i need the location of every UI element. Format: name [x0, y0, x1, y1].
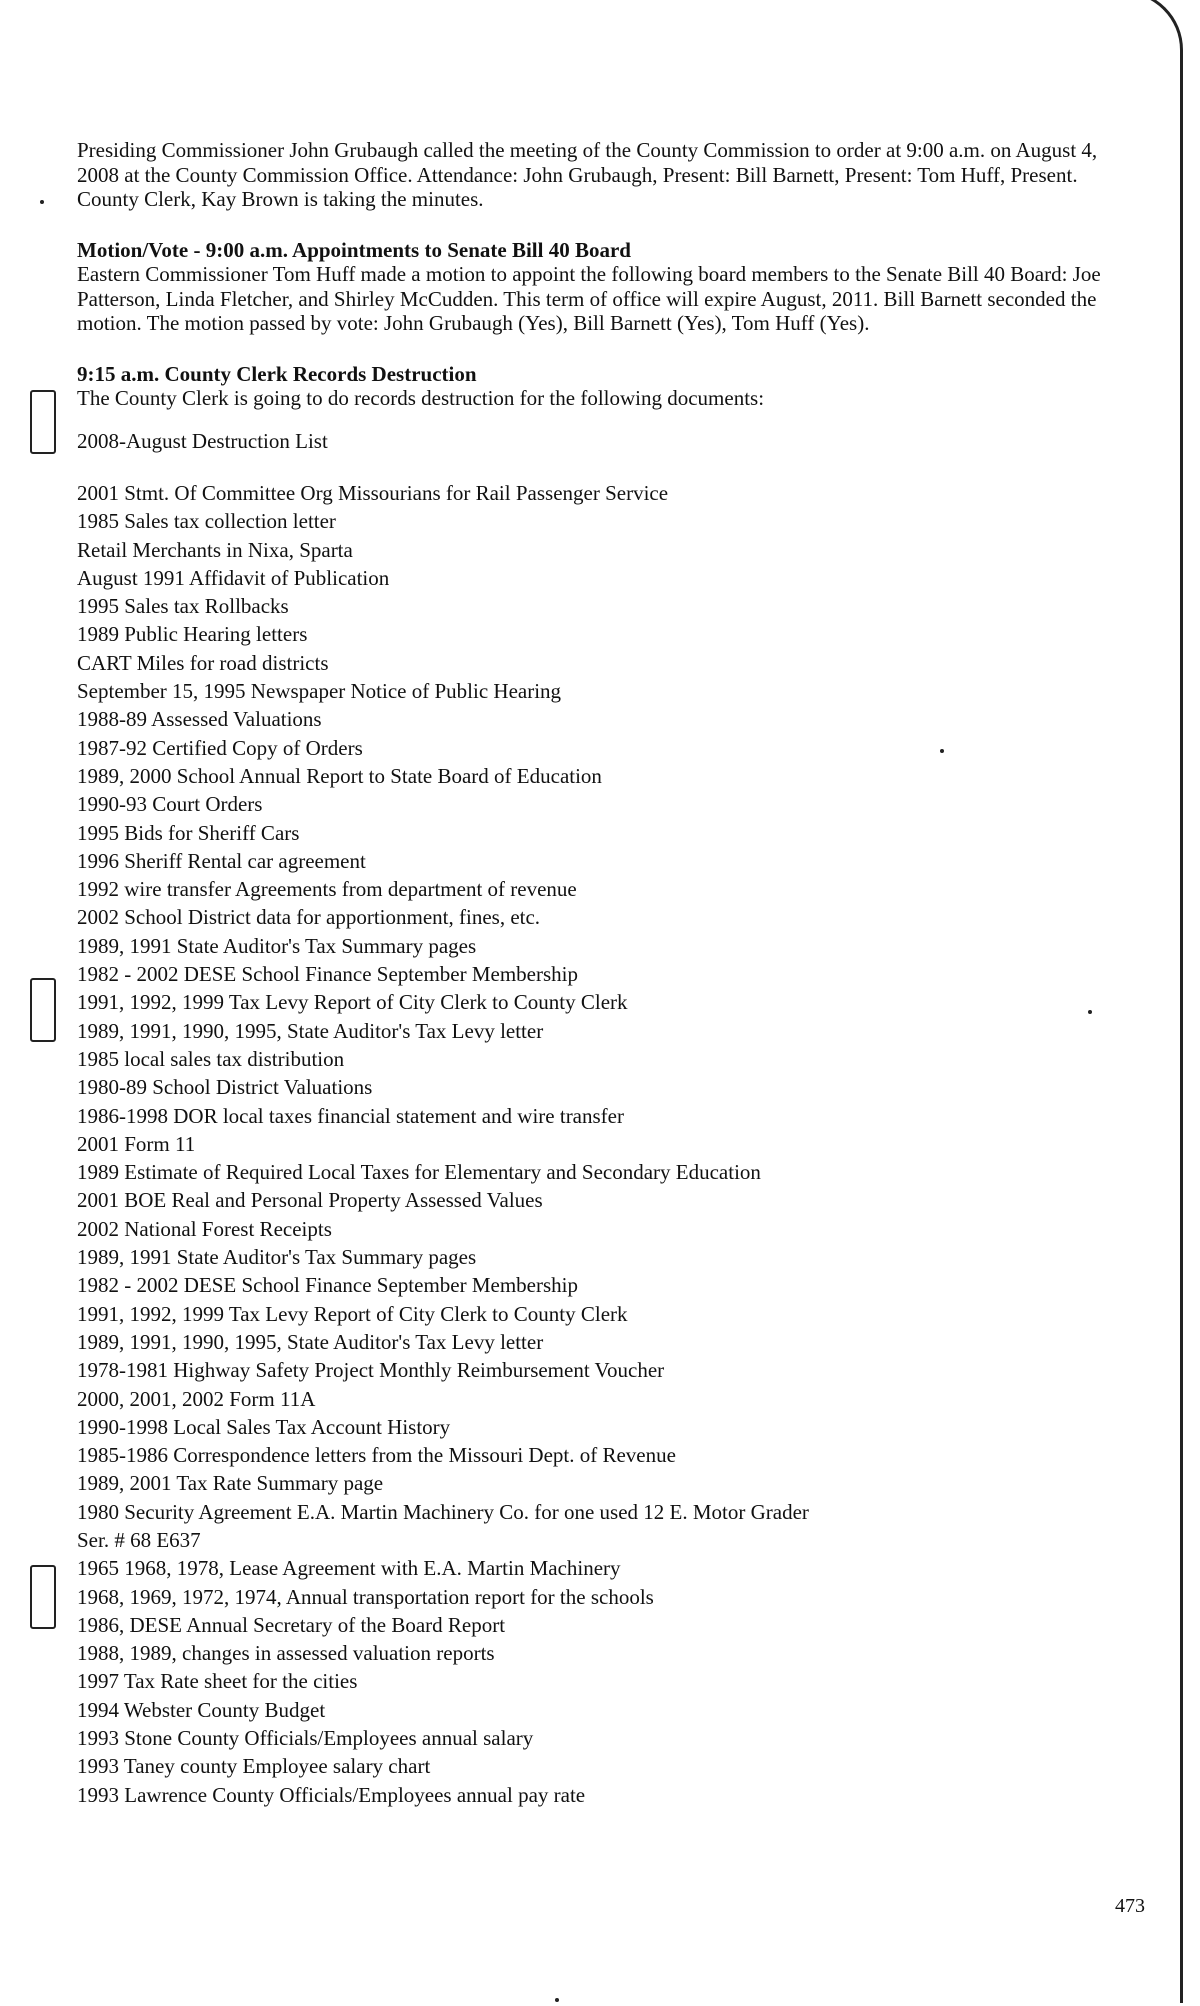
list-item: 1993 Stone County Officials/Employees annual salary — [77, 1726, 534, 1751]
list-item: 2002 National Forest Receipts — [77, 1216, 332, 1241]
page-number: 473 — [1115, 1895, 1145, 1917]
list-item: 1985 Sales tax collection letter — [77, 509, 336, 534]
list-item: 2002 School District data for apportionment, fines, etc. — [77, 905, 541, 930]
scan-speck — [555, 1998, 559, 2002]
list-item: 1990-93 Court Orders — [77, 792, 263, 817]
list-item: CART Miles for road districts — [77, 650, 329, 675]
list-item: 1993 Lawrence County Officials/Employees annual pay rate — [77, 1782, 586, 1807]
list-item: 1992 wire transfer Agreements from department of revenue — [77, 877, 577, 902]
list-item: 1985-1986 Correspondence letters from the Missouri Dept. of Revenue — [77, 1443, 676, 1468]
list-item: 1989, 2000 School Annual Report to State Board of Education — [77, 763, 602, 788]
minutes-content — [77, 138, 1117, 1809]
list-item: 1991, 1992, 1999 Tax Levy Report of City Clerk to County Clerk — [77, 990, 628, 1015]
list-item: 1988-89 Assessed Valuations — [77, 707, 322, 732]
list-item: 1978-1981 Highway Safety Project Monthly Reimbursement Voucher — [77, 1358, 665, 1383]
list-item: 1989 Public Hearing letters — [77, 622, 308, 647]
list-item: 1994 Webster County Budget — [77, 1697, 326, 1722]
list-item: 1990-1998 Local Sales Tax Account History — [77, 1414, 451, 1439]
list-item: 1989, 2001 Tax Rate Summary page — [77, 1471, 384, 1496]
list-item: 1991, 1992, 1999 Tax Levy Report of City Clerk to County Clerk — [77, 1301, 628, 1326]
destruction-list — [77, 479, 1117, 1809]
list-item: 1989, 1991 State Auditor's Tax Summary pages — [77, 933, 477, 958]
binder-hole-mark — [30, 978, 56, 1042]
list-item: 1995 Sales tax Rollbacks — [77, 594, 289, 619]
list-item: 1980-89 School District Valuations — [77, 1075, 373, 1100]
destruction-list-title: 2008-August Destruction List — [77, 428, 328, 453]
motion-text: Eastern Commissioner Tom Huff made a motion to appoint the following board members to the Senate Bill 40 Board: Joe Patterson, Linda Fletcher, and Shirley McCudden. This term of office will expire August, 2011. Bill Barnett seconded the motion. The motion passed by vote: John Grubaugh (Yes), Bill Barnett (Yes), Tom Huff (Yes). — [77, 262, 1101, 335]
list-item: 2000, 2001, 2002 Form 11A — [77, 1386, 316, 1411]
intro-paragraph: Presiding Commissioner John Grubaugh called the meeting of the County Commission to order at 9:00 a.m. on August 4, 2008 at the County Commission Office. Attendance: John Grubaugh, Present: Bill Barnett, Present: Tom Huff, Present. County Clerk, Kay Brown is taking the minutes. — [77, 138, 1098, 211]
records-section — [77, 362, 1117, 1809]
motion-section — [77, 238, 1117, 336]
list-item: 1997 Tax Rate sheet for the cities — [77, 1669, 358, 1694]
list-item: 1995 Bids for Sheriff Cars — [77, 820, 300, 845]
list-item: 1987-92 Certified Copy of Orders — [77, 735, 363, 760]
scan-speck — [40, 200, 44, 204]
list-item: 1996 Sheriff Rental car agreement — [77, 848, 366, 873]
list-item: September 15, 1995 Newspaper Notice of Public Hearing — [77, 679, 562, 704]
list-item: 1989, 1991, 1990, 1995, State Auditor's Tax Levy letter — [77, 1018, 544, 1043]
binder-hole-mark — [30, 390, 56, 454]
list-item: 1980 Security Agreement E.A. Martin Machinery Co. for one used 12 E. Motor Grader — [77, 1499, 809, 1524]
list-item: August 1991 Affidavit of Publication — [77, 565, 390, 590]
list-item: 1982 - 2002 DESE School Finance September Membership — [77, 962, 579, 987]
list-item: 2001 Form 11 — [77, 1131, 196, 1156]
records-heading: 9:15 a.m. County Clerk Records Destruction — [77, 361, 477, 386]
list-item: 1965 1968, 1978, Lease Agreement with E.A. Martin Machinery — [77, 1556, 621, 1581]
list-item: 2001 Stmt. Of Committee Org Missourians for Rail Passenger Service — [77, 481, 669, 505]
list-item: Retail Merchants in Nixa, Sparta — [77, 537, 353, 562]
list-item: 1985 local sales tax distribution — [77, 1046, 345, 1071]
list-item: 1982 - 2002 DESE School Finance September Membership — [77, 1273, 579, 1298]
list-item: 1989 Estimate of Required Local Taxes for Elementary and Secondary Education — [77, 1160, 761, 1185]
list-item: 1989, 1991 State Auditor's Tax Summary pages — [77, 1245, 477, 1270]
list-item: 1993 Taney county Employee salary chart — [77, 1754, 431, 1779]
records-text: The County Clerk is going to do records destruction for the following documents: — [77, 386, 765, 410]
binder-hole-mark — [30, 1565, 56, 1629]
list-item: 1986-1998 DOR local taxes financial statement and wire transfer — [77, 1103, 624, 1128]
list-item: 1968, 1969, 1972, 1974, Annual transportation report for the schools — [77, 1584, 654, 1609]
list-item: 2001 BOE Real and Personal Property Assessed Values — [77, 1188, 543, 1213]
list-item: 1986, DESE Annual Secretary of the Board Report — [77, 1612, 506, 1637]
list-item: Ser. # 68 E637 — [77, 1527, 201, 1552]
motion-heading: Motion/Vote - 9:00 a.m. Appointments to Senate Bill 40 Board — [77, 237, 631, 262]
list-item: 1988, 1989, changes in assessed valuation reports — [77, 1641, 495, 1666]
list-item: 1989, 1991, 1990, 1995, State Auditor's Tax Levy letter — [77, 1329, 544, 1354]
